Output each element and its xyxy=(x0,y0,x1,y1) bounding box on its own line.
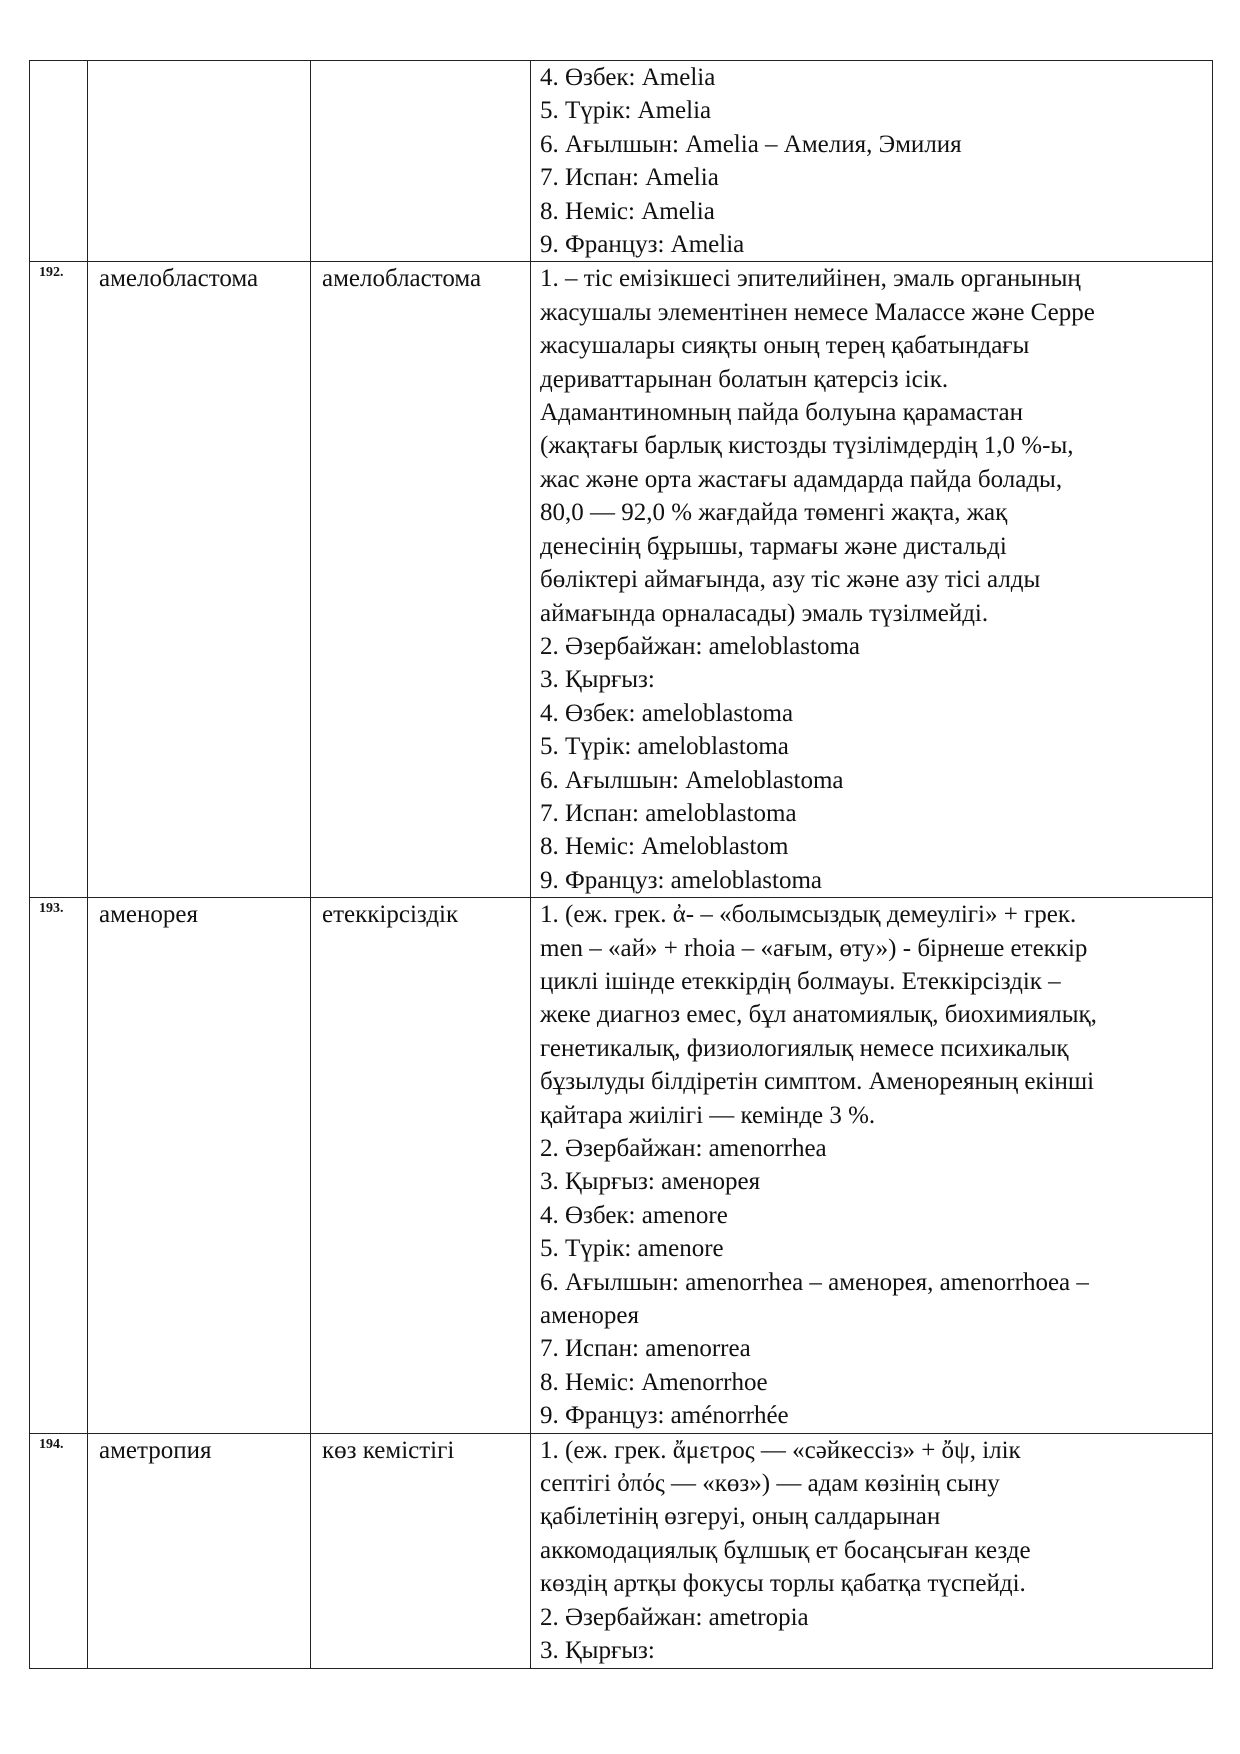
entry-term: аметропия xyxy=(88,1433,311,1668)
definition-line: дериваттарынан болатын қатерсіз ісік. xyxy=(540,365,949,393)
entry-number: 194. xyxy=(30,1433,88,1668)
definition-line: men – «ай» + rhoia – «ағым, өту») - бірнеше етеккір xyxy=(540,934,1088,962)
definition-line: денесінің бұрышы, тармағы және дистальді xyxy=(540,532,1007,560)
definition-line: 6. Ағылшын: amenorrhea – аменорея, amenorrhoea – xyxy=(540,1268,1089,1296)
definition-line: 6. Ағылшын: Ameloblastoma xyxy=(540,766,844,794)
definition-line: септігі ὀπός — «көз») — адам көзінің сыну xyxy=(540,1470,1000,1498)
entry-term: аменорея xyxy=(88,898,311,1434)
definition-line: қабілетінің өзгеруі, оның салдарынан xyxy=(540,1503,941,1531)
table-row xyxy=(30,898,1213,1434)
definition-line: 1. (еж. грек. ἄμετρος — «сәйкессіз» + ὄψ, ілік xyxy=(540,1436,1021,1464)
entry-translation: етеккірсіздік xyxy=(311,898,531,1434)
definition-line: аккомодациялық бұлшық ет босаңсыған кезде xyxy=(540,1536,1031,1564)
definition-line: 1. – тіс емізікшесі эпителийінен, эмаль органының xyxy=(540,265,1081,293)
definition-line: жасушалы элементінен немесе Малассе және Серре xyxy=(540,298,1095,326)
definition-line: аменорея xyxy=(540,1302,639,1330)
table-row xyxy=(30,1433,1213,1668)
definition-line: 4. Өзбек: ameloblastoma xyxy=(540,699,794,727)
entry-number: 192. xyxy=(30,262,88,898)
entry-number: 193. xyxy=(30,898,88,1434)
definition-line: 7. Испан: Amelia xyxy=(540,164,719,192)
entry-term: амелобластома xyxy=(88,262,311,898)
definition-line: 2. Әзербайжан: ameloblastoma xyxy=(540,632,861,660)
definition-line: 3. Қырғыз: xyxy=(540,1637,655,1665)
definition-line: 9. Француз: ameloblastoma xyxy=(540,866,823,894)
entry-translation xyxy=(311,61,531,262)
definition-line: жас және орта жастағы адамдарда пайда болады, xyxy=(540,465,1063,493)
dictionary-table xyxy=(29,60,1213,1669)
definition-line: Адамантиномның пайда болуына қарамастан xyxy=(540,399,1024,427)
definition-line: бұзылуды білдіретін симптом. Аменореяның екінші xyxy=(540,1068,1095,1096)
definition-line: 80,0 — 92,0 % жағдайда төменгі жақта, жақ xyxy=(540,499,1008,527)
definition-line: 4. Өзбек: amenore xyxy=(540,1201,728,1229)
entry-definition xyxy=(531,262,1213,898)
entry-translation: амелобластома xyxy=(311,262,531,898)
definition-line: бөліктері аймағында, азу тіс және азу тісі алды xyxy=(540,566,1041,594)
definition-line: 5. Түрік: Amelia xyxy=(540,97,712,125)
definition-line: жеке диагноз емес, бұл анатомиялық, биохимиялық, xyxy=(540,1001,1097,1029)
entry-definition xyxy=(531,1433,1213,1668)
definition-line: 1. (еж. грек. ἀ- – «болымсыздық демеулігі» + грек. xyxy=(540,901,1077,929)
definition-line: жасушалары сияқты оның терең қабатындағы xyxy=(540,332,1030,360)
definition-line: 3. Қырғыз: xyxy=(540,666,655,694)
entry-term xyxy=(88,61,311,262)
definition-line: 8. Неміс: Amenorrhoe xyxy=(540,1368,768,1396)
definition-line: 7. Испан: ameloblastoma xyxy=(540,799,797,827)
definition-line: көздің артқы фокусы торлы қабатқа түспейді. xyxy=(540,1570,1026,1598)
definition-line: 5. Түрік: amenore xyxy=(540,1235,724,1263)
definition-line: 9. Француз: Amelia xyxy=(540,231,745,259)
definition-line: 3. Қырғыз: аменорея xyxy=(540,1168,761,1196)
definition-line: генетикалық, физиологиялық немесе психикалық xyxy=(540,1034,1069,1062)
table-row xyxy=(30,61,1213,262)
definition-line: 5. Түрік: ameloblastoma xyxy=(540,733,789,761)
entry-translation: көз кемістігі xyxy=(311,1433,531,1668)
entry-definition xyxy=(531,898,1213,1434)
entry-definition xyxy=(531,61,1213,262)
definition-line: аймағында орналасады) эмаль түзілмейді. xyxy=(540,599,989,627)
table-row xyxy=(30,262,1213,898)
entry-number xyxy=(30,61,88,262)
definition-line: 8. Неміс: Ameloblastom xyxy=(540,833,789,861)
definition-line: 2. Әзербайжан: amenorrhea xyxy=(540,1135,827,1162)
definition-line: 8. Неміс: Amelia xyxy=(540,197,715,225)
dictionary-body xyxy=(30,61,1213,1669)
definition-line: (жақтағы барлық кистозды түзілімдердің 1,0 %-ы, xyxy=(540,432,1074,460)
definition-line: 4. Өзбек: Amelia xyxy=(540,64,716,91)
definition-line: 6. Ағылшын: Amelia – Амелия, Эмилия xyxy=(540,130,962,158)
definition-line: қайтара жиілігі — кемінде 3 %. xyxy=(540,1101,876,1129)
definition-line: 7. Испан: amenorrea xyxy=(540,1335,751,1363)
definition-line: 2. Әзербайжан: ametropia xyxy=(540,1603,809,1631)
definition-line: 9. Француз: aménorrhée xyxy=(540,1402,789,1430)
definition-line: циклі ішінде етеккірдің болмауы. Етеккірсіздік – xyxy=(540,967,1061,995)
